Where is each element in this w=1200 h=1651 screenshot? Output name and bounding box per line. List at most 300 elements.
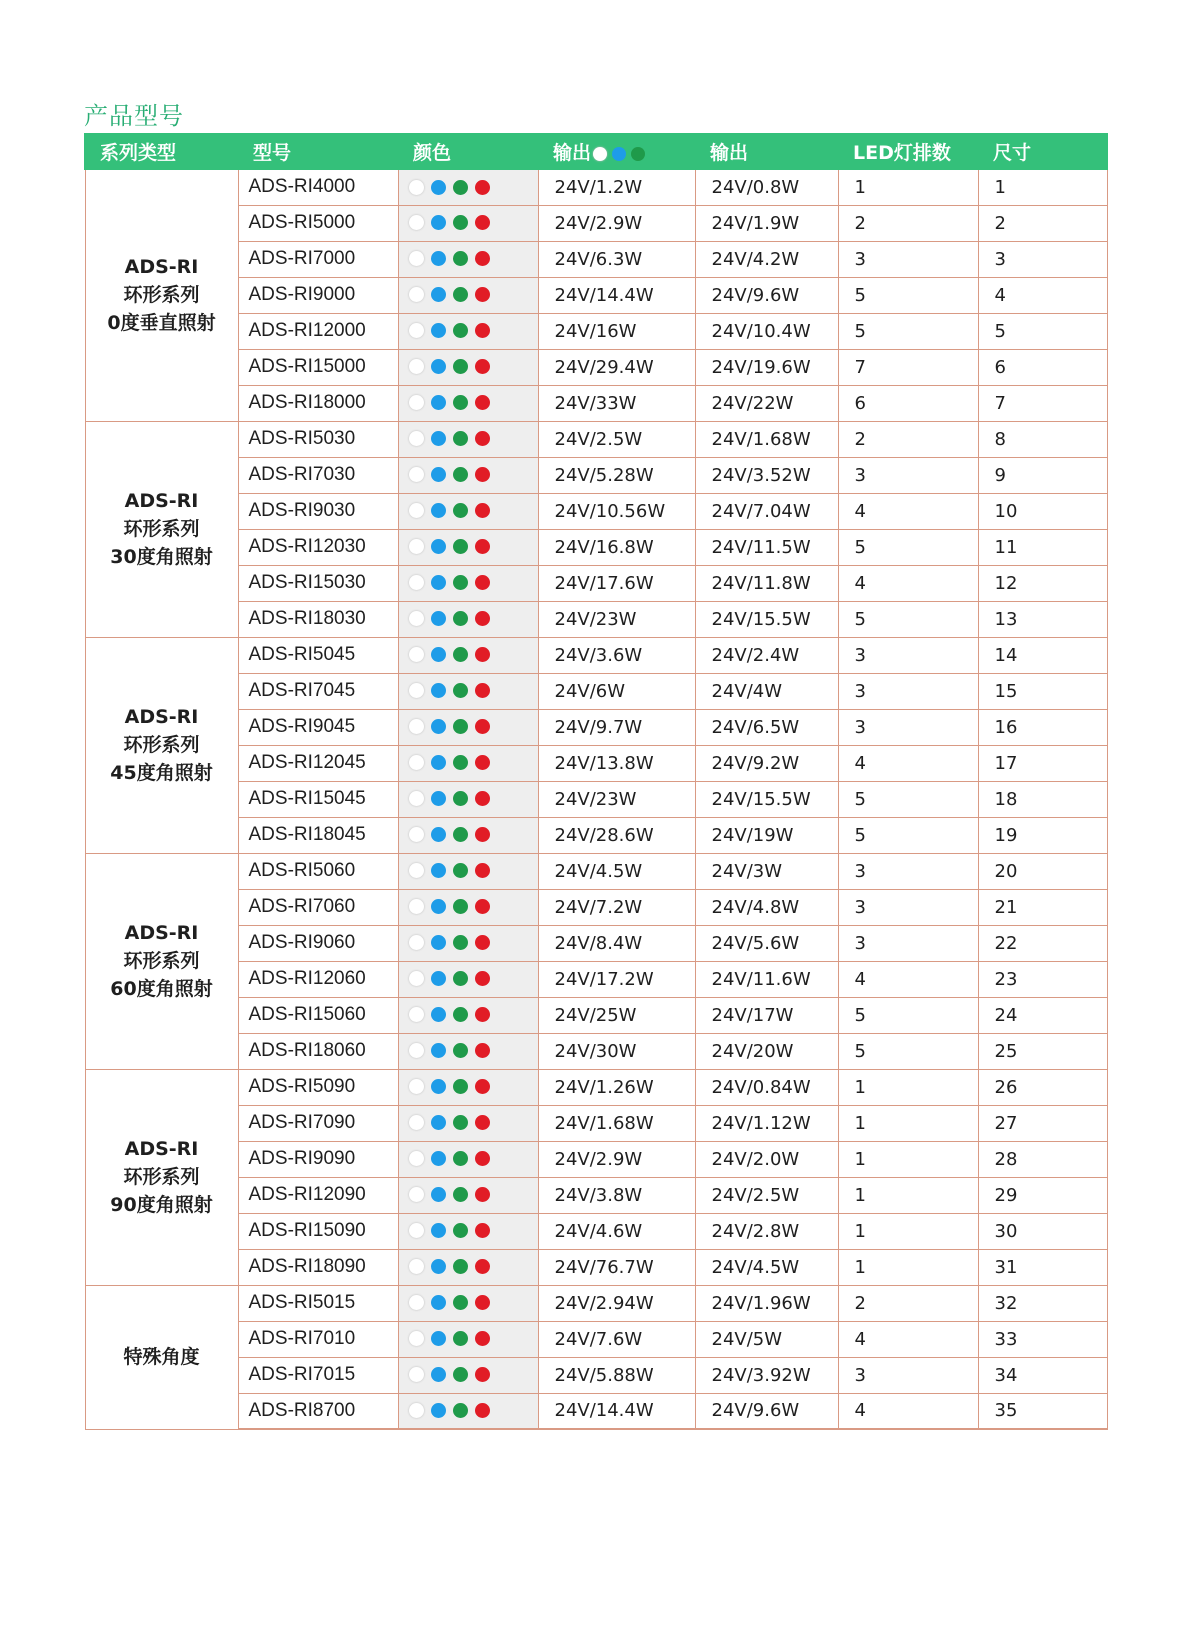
output-white-cell: 24V/1.26W [538, 1069, 695, 1105]
red-dot-icon [475, 827, 490, 842]
green-dot-icon [453, 539, 468, 554]
white-dot-icon [409, 755, 424, 770]
model-cell: ADS-RI7030 [238, 457, 398, 493]
led-rows-cell: 1 [838, 1213, 978, 1249]
led-rows-cell: 1 [838, 1177, 978, 1213]
model-cell: ADS-RI15060 [238, 997, 398, 1033]
led-rows-cell: 4 [838, 565, 978, 601]
table-row [85, 1285, 1107, 1321]
white-dot-icon [409, 971, 424, 986]
blue-dot-icon [431, 1115, 446, 1130]
size-cell: 25 [978, 1033, 1107, 1069]
header-output-white [538, 134, 695, 169]
output-cell: 24V/7.04W [695, 493, 838, 529]
table-row [85, 709, 1107, 745]
led-rows-cell: 3 [838, 709, 978, 745]
output-cell: 24V/4.8W [695, 889, 838, 925]
output-cell: 24V/2.0W [695, 1141, 838, 1177]
model-cell: ADS-RI9000 [238, 277, 398, 313]
color-dots-cell [398, 745, 538, 781]
blue-dot-icon [431, 180, 446, 195]
output-cell: 24V/0.84W [695, 1069, 838, 1105]
blue-dot-icon [431, 1331, 446, 1346]
blue-dot-icon [431, 431, 446, 446]
model-cell: ADS-RI7015 [238, 1357, 398, 1393]
size-cell: 26 [978, 1069, 1107, 1105]
output-cell: 24V/1.96W [695, 1285, 838, 1321]
size-cell: 27 [978, 1105, 1107, 1141]
color-dots-cell [398, 1177, 538, 1213]
output-white-cell: 24V/2.9W [538, 1141, 695, 1177]
table-row [85, 1177, 1107, 1213]
green-dot-icon [453, 287, 468, 302]
blue-dot-icon [431, 827, 446, 842]
color-dots-cell [398, 1069, 538, 1105]
size-cell: 29 [978, 1177, 1107, 1213]
green-dot-icon [453, 611, 468, 626]
model-cell: ADS-RI5030 [238, 421, 398, 457]
model-cell: ADS-RI9045 [238, 709, 398, 745]
green-dot-icon [453, 323, 468, 338]
green-dot-icon [453, 1007, 468, 1022]
green-dot-icon [453, 755, 468, 770]
green-dot-icon [453, 827, 468, 842]
led-rows-cell: 3 [838, 241, 978, 277]
model-cell: ADS-RI12000 [238, 313, 398, 349]
output-white-cell: 24V/3.8W [538, 1177, 695, 1213]
led-rows-cell: 3 [838, 637, 978, 673]
series-group-cell [85, 853, 238, 1069]
size-cell: 2 [978, 205, 1107, 241]
color-dots-cell [398, 421, 538, 457]
output-white-cell: 24V/13.8W [538, 745, 695, 781]
white-dot-icon [409, 1367, 424, 1382]
table-row [85, 205, 1107, 241]
output-cell: 24V/9.2W [695, 745, 838, 781]
red-dot-icon [475, 503, 490, 518]
red-dot-icon [475, 1151, 490, 1166]
led-rows-cell: 1 [838, 169, 978, 205]
output-white-cell: 24V/3.6W [538, 637, 695, 673]
white-dot-icon [409, 1259, 424, 1274]
series-line-1: ADS-RI [124, 922, 199, 944]
size-cell: 33 [978, 1321, 1107, 1357]
output-white-cell: 24V/1.2W [538, 169, 695, 205]
size-cell: 5 [978, 313, 1107, 349]
color-dots-cell [398, 601, 538, 637]
series-line-2: 环形系列 [123, 518, 200, 540]
size-cell: 10 [978, 493, 1107, 529]
white-dot-icon [409, 1223, 424, 1238]
blue-dot-icon [431, 863, 446, 878]
model-cell: ADS-RI18000 [238, 385, 398, 421]
color-dots-cell [398, 169, 538, 205]
table-row [85, 1105, 1107, 1141]
led-rows-cell: 5 [838, 277, 978, 313]
white-dot-icon [409, 1115, 424, 1130]
white-dot-icon [409, 287, 424, 302]
output-cell: 24V/15.5W [695, 781, 838, 817]
red-dot-icon [475, 1367, 490, 1382]
led-rows-cell: 1 [838, 1105, 978, 1141]
header-output-white-label: 输出 [553, 142, 592, 164]
table-row [85, 349, 1107, 385]
model-cell: ADS-RI5060 [238, 853, 398, 889]
red-dot-icon [475, 467, 490, 482]
color-dots-cell [398, 529, 538, 565]
table-row [85, 529, 1107, 565]
output-cell: 24V/9.6W [695, 277, 838, 313]
color-dots-cell [398, 565, 538, 601]
blue-dot-icon [431, 899, 446, 914]
white-dot-icon [409, 647, 424, 662]
output-cell: 24V/5.6W [695, 925, 838, 961]
color-dots-cell [398, 961, 538, 997]
output-white-cell: 24V/29.4W [538, 349, 695, 385]
model-cell: ADS-RI5000 [238, 205, 398, 241]
blue-dot-icon [431, 1079, 446, 1094]
output-white-cell: 24V/76.7W [538, 1249, 695, 1285]
color-dots-cell [398, 817, 538, 853]
led-rows-cell: 3 [838, 889, 978, 925]
red-dot-icon [475, 1043, 490, 1058]
series-line-2: 环形系列 [123, 284, 200, 307]
output-white-cell: 24V/2.9W [538, 205, 695, 241]
model-cell: ADS-RI15030 [238, 565, 398, 601]
header-size: 尺寸 [978, 134, 1107, 169]
size-cell: 7 [978, 385, 1107, 421]
series-line-3: 0度垂直照射 [107, 312, 216, 335]
series-line-2: 环形系列 [123, 950, 200, 972]
red-dot-icon [475, 755, 490, 770]
white-dot-icon [409, 431, 424, 446]
model-cell: ADS-RI7060 [238, 889, 398, 925]
table-row [85, 1249, 1107, 1285]
table-row [85, 1357, 1107, 1393]
blue-dot-icon [431, 1223, 446, 1238]
white-dot-icon [409, 503, 424, 518]
red-dot-icon [475, 647, 490, 662]
size-cell: 28 [978, 1141, 1107, 1177]
output-white-cell: 24V/16W [538, 313, 695, 349]
series-line-1: ADS-RI [124, 706, 199, 728]
output-cell: 24V/15.5W [695, 601, 838, 637]
white-dot-icon [409, 359, 424, 374]
green-dot-icon [453, 683, 468, 698]
output-white-cell: 24V/5.88W [538, 1357, 695, 1393]
white-dot-icon [409, 611, 424, 626]
color-dots-cell [398, 385, 538, 421]
blue-dot-icon [431, 215, 446, 230]
green-dot-icon [453, 180, 468, 195]
white-dot-icon [409, 467, 424, 482]
green-dot-icon [453, 215, 468, 230]
series-group-cell [85, 637, 238, 853]
led-rows-cell: 5 [838, 781, 978, 817]
model-cell: ADS-RI18045 [238, 817, 398, 853]
table-row [85, 241, 1107, 277]
size-cell: 34 [978, 1357, 1107, 1393]
output-white-cell: 24V/7.2W [538, 889, 695, 925]
green-dot-icon [453, 467, 468, 482]
white-dot-icon [593, 147, 607, 161]
series-line-3: 30度角照射 [110, 546, 213, 568]
red-dot-icon [475, 1079, 490, 1094]
output-white-cell: 24V/28.6W [538, 817, 695, 853]
model-cell: ADS-RI15000 [238, 349, 398, 385]
series-group-cell [85, 1069, 238, 1285]
red-dot-icon [475, 251, 490, 266]
size-cell: 4 [978, 277, 1107, 313]
size-cell: 16 [978, 709, 1107, 745]
red-dot-icon [475, 791, 490, 806]
size-cell: 13 [978, 601, 1107, 637]
white-dot-icon [409, 215, 424, 230]
white-dot-icon [409, 1151, 424, 1166]
size-cell: 3 [978, 241, 1107, 277]
size-cell: 24 [978, 997, 1107, 1033]
output-cell: 24V/11.5W [695, 529, 838, 565]
white-dot-icon [409, 251, 424, 266]
product-model-table [84, 133, 1108, 1430]
header-model: 型号 [238, 134, 398, 169]
output-white-cell: 24V/14.4W [538, 1393, 695, 1429]
blue-dot-icon [431, 1187, 446, 1202]
size-cell: 15 [978, 673, 1107, 709]
output-white-cell: 24V/2.94W [538, 1285, 695, 1321]
table-body [85, 169, 1107, 1429]
color-dots-cell [398, 1321, 538, 1357]
white-dot-icon [409, 575, 424, 590]
led-rows-cell: 2 [838, 421, 978, 457]
green-dot-icon [453, 575, 468, 590]
red-dot-icon [475, 1007, 490, 1022]
size-cell: 6 [978, 349, 1107, 385]
output-cell: 24V/1.12W [695, 1105, 838, 1141]
green-dot-icon [453, 647, 468, 662]
series-group-cell [85, 1285, 238, 1429]
red-dot-icon [475, 863, 490, 878]
blue-dot-icon [431, 467, 446, 482]
white-dot-icon [409, 323, 424, 338]
series-line-2: 特殊角度 [123, 1346, 200, 1368]
output-white-cell: 24V/1.68W [538, 1105, 695, 1141]
size-cell: 18 [978, 781, 1107, 817]
red-dot-icon [475, 1115, 490, 1130]
series-group-cell [85, 169, 238, 421]
output-cell: 24V/4.5W [695, 1249, 838, 1285]
output-cell: 24V/20W [695, 1033, 838, 1069]
model-cell: ADS-RI9060 [238, 925, 398, 961]
output-cell: 24V/1.9W [695, 205, 838, 241]
size-cell: 9 [978, 457, 1107, 493]
white-dot-icon [409, 1331, 424, 1346]
led-rows-cell: 3 [838, 673, 978, 709]
color-dots-cell [398, 889, 538, 925]
red-dot-icon [475, 683, 490, 698]
green-dot-icon [453, 1115, 468, 1130]
output-white-cell: 24V/10.56W [538, 493, 695, 529]
series-line-1: ADS-RI [124, 256, 199, 279]
model-cell: ADS-RI15090 [238, 1213, 398, 1249]
color-dots-cell [398, 637, 538, 673]
white-dot-icon [409, 863, 424, 878]
color-dots-cell [398, 781, 538, 817]
color-dots-cell [398, 241, 538, 277]
table-row [85, 457, 1107, 493]
output-white-cell: 24V/6.3W [538, 241, 695, 277]
color-dots-cell [398, 709, 538, 745]
blue-dot-icon [431, 1043, 446, 1058]
table-row [85, 385, 1107, 421]
blue-dot-icon [431, 755, 446, 770]
green-dot-icon [453, 1223, 468, 1238]
table-row [85, 1141, 1107, 1177]
table-row [85, 601, 1107, 637]
green-dot-icon [453, 1151, 468, 1166]
table-row [85, 493, 1107, 529]
green-dot-icon [453, 1331, 468, 1346]
white-dot-icon [409, 683, 424, 698]
size-cell: 17 [978, 745, 1107, 781]
led-rows-cell: 1 [838, 1249, 978, 1285]
series-line-1: ADS-RI [124, 490, 199, 512]
led-rows-cell: 4 [838, 961, 978, 997]
red-dot-icon [475, 287, 490, 302]
color-dots-cell [398, 493, 538, 529]
white-dot-icon [409, 1403, 424, 1418]
output-white-cell: 24V/4.5W [538, 853, 695, 889]
blue-dot-icon [431, 647, 446, 662]
white-dot-icon [409, 827, 424, 842]
series-line-3: 90度角照射 [110, 1194, 213, 1216]
table-row [85, 889, 1107, 925]
white-dot-icon [409, 395, 424, 410]
blue-dot-icon [431, 971, 446, 986]
green-dot-icon [453, 359, 468, 374]
model-cell: ADS-RI12045 [238, 745, 398, 781]
output-cell: 24V/11.8W [695, 565, 838, 601]
led-rows-cell: 1 [838, 1069, 978, 1105]
red-dot-icon [475, 1331, 490, 1346]
model-cell: ADS-RI12090 [238, 1177, 398, 1213]
output-cell: 24V/2.4W [695, 637, 838, 673]
output-white-cell: 24V/8.4W [538, 925, 695, 961]
led-rows-cell: 3 [838, 457, 978, 493]
red-dot-icon [475, 1403, 490, 1418]
model-cell: ADS-RI12030 [238, 529, 398, 565]
output-cell: 24V/5W [695, 1321, 838, 1357]
model-cell: ADS-RI7045 [238, 673, 398, 709]
output-cell: 24V/2.5W [695, 1177, 838, 1213]
table-row [85, 1321, 1107, 1357]
blue-dot-icon [431, 1151, 446, 1166]
green-dot-icon [453, 251, 468, 266]
red-dot-icon [475, 215, 490, 230]
color-dots-cell [398, 1105, 538, 1141]
white-dot-icon [409, 1187, 424, 1202]
output-cell: 24V/4.2W [695, 241, 838, 277]
output-cell: 24V/19.6W [695, 349, 838, 385]
output-white-cell: 24V/5.28W [538, 457, 695, 493]
series-group-cell [85, 421, 238, 637]
model-cell: ADS-RI7010 [238, 1321, 398, 1357]
size-cell: 20 [978, 853, 1107, 889]
red-dot-icon [475, 1259, 490, 1274]
table-row [85, 313, 1107, 349]
blue-dot-icon [431, 719, 446, 734]
green-dot-icon [453, 1043, 468, 1058]
green-dot-icon [453, 1079, 468, 1094]
size-cell: 12 [978, 565, 1107, 601]
output-white-cell: 24V/9.7W [538, 709, 695, 745]
red-dot-icon [475, 575, 490, 590]
led-rows-cell: 5 [838, 529, 978, 565]
red-dot-icon [475, 935, 490, 950]
table-row [85, 997, 1107, 1033]
red-dot-icon [475, 1295, 490, 1310]
table-row [85, 745, 1107, 781]
table-row [85, 1393, 1107, 1429]
table-row [85, 1033, 1107, 1069]
output-cell: 24V/0.8W [695, 169, 838, 205]
color-dots-cell [398, 1033, 538, 1069]
blue-dot-icon [431, 1295, 446, 1310]
green-dot-icon [453, 863, 468, 878]
green-dot-icon [453, 791, 468, 806]
green-dot-icon [453, 1295, 468, 1310]
led-rows-cell: 7 [838, 349, 978, 385]
color-dots-cell [398, 313, 538, 349]
output-white-cell: 24V/23W [538, 601, 695, 637]
led-rows-cell: 5 [838, 1033, 978, 1069]
led-rows-cell: 2 [838, 205, 978, 241]
output-cell: 24V/4W [695, 673, 838, 709]
blue-dot-icon [431, 575, 446, 590]
output-white-cell: 24V/16.8W [538, 529, 695, 565]
white-dot-icon [409, 719, 424, 734]
led-rows-cell: 1 [838, 1141, 978, 1177]
model-cell: ADS-RI15045 [238, 781, 398, 817]
green-dot-icon [453, 1403, 468, 1418]
green-dot-icon [631, 147, 645, 161]
color-dots-cell [398, 853, 538, 889]
led-rows-cell: 4 [838, 745, 978, 781]
model-cell: ADS-RI9030 [238, 493, 398, 529]
model-cell: ADS-RI5015 [238, 1285, 398, 1321]
color-dots-cell [398, 1357, 538, 1393]
size-cell: 8 [978, 421, 1107, 457]
led-rows-cell: 5 [838, 997, 978, 1033]
white-dot-icon [409, 899, 424, 914]
green-dot-icon [453, 1367, 468, 1382]
blue-dot-icon [431, 359, 446, 374]
output-cell: 24V/17W [695, 997, 838, 1033]
led-rows-cell: 4 [838, 1393, 978, 1429]
blue-dot-icon [431, 323, 446, 338]
led-rows-cell: 4 [838, 493, 978, 529]
white-dot-icon [409, 1079, 424, 1094]
model-cell: ADS-RI4000 [238, 169, 398, 205]
series-line-2: 环形系列 [123, 734, 200, 756]
color-dots-cell [398, 1141, 538, 1177]
output-white-cell: 24V/7.6W [538, 1321, 695, 1357]
color-dots-cell [398, 457, 538, 493]
white-dot-icon [409, 1043, 424, 1058]
size-cell: 35 [978, 1393, 1107, 1429]
output-cell: 24V/11.6W [695, 961, 838, 997]
red-dot-icon [475, 395, 490, 410]
